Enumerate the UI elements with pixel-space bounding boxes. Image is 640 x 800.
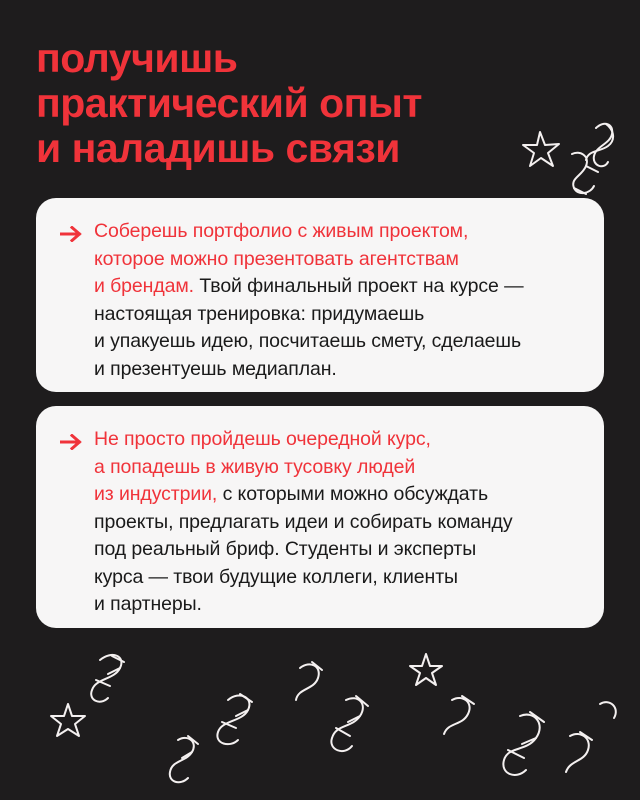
card-line: и партнеры.: [94, 593, 202, 615]
star-icon: [410, 654, 442, 685]
arrow-right-icon: [60, 226, 82, 242]
card-line: и упакуешь идею, посчитаешь смету, сделаешь: [94, 330, 522, 352]
card-line: проекты, предлагать идеи и собирать команду: [94, 510, 513, 533]
card-line: Соберешь портфолио с живым проектом,: [94, 220, 469, 242]
card-line: а попадешь в живую тусовку людей: [94, 455, 416, 478]
star-icon: [51, 704, 85, 736]
card-line: под реальный бриф. Студенты и эксперты: [94, 538, 477, 560]
card-highlight: и брендам.: [94, 275, 194, 297]
card-line: Не просто пройдешь очередной курс,: [94, 428, 431, 450]
card-line: курса — твои будущие коллеги, клиенты: [94, 565, 458, 588]
headline-line-3: и наладишь связи: [36, 125, 400, 171]
headline-line-1: получишь: [36, 35, 238, 81]
confetti-ribbon-icon: [170, 694, 252, 782]
benefit-card-text: [94, 426, 580, 619]
card-line: с которыми можно обсуждать: [217, 483, 489, 505]
headline-line-2: практический опыт: [36, 80, 423, 126]
confetti-ribbon-icon: [91, 655, 124, 702]
benefit-card-networking: [36, 406, 604, 628]
card-line: настоящая тренировка: придумаешь: [94, 302, 425, 325]
card-line: и презентуешь медиаплан.: [94, 357, 337, 380]
card-line: которое можно презентовать агентствам: [94, 247, 459, 270]
card-highlight: из индустрии,: [94, 483, 218, 505]
benefit-card-portfolio: [36, 198, 604, 392]
star-icon: [523, 132, 559, 166]
arrow-right-icon: [60, 434, 82, 450]
confetti-ribbon-icon: [296, 662, 368, 751]
confetti-ribbon-icon: [444, 696, 616, 775]
confetti-ribbon-icon: [572, 124, 613, 194]
headline: [36, 36, 422, 171]
card-line: Твой финальный проект на курсе —: [194, 275, 524, 297]
benefit-card-text: [94, 218, 580, 383]
